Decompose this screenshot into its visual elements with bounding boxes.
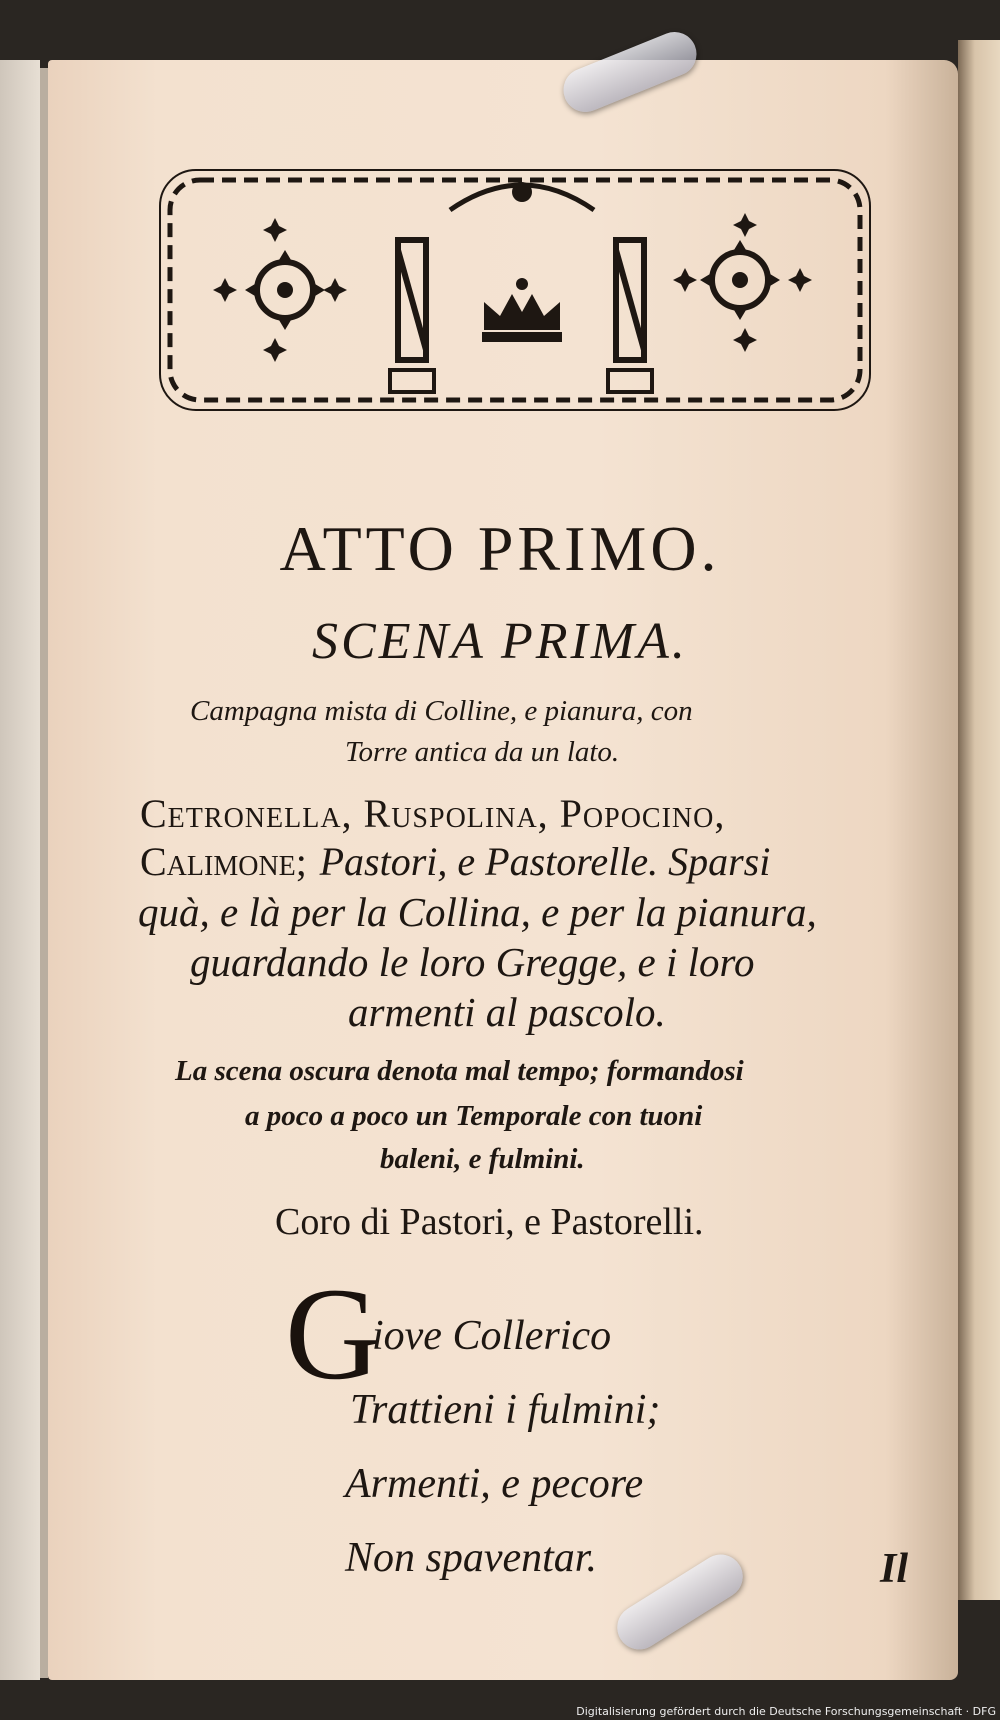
direction-line-1: La scena oscura denota mal tempo; formandosi — [175, 1055, 744, 1087]
character-calimone: Calimone; — [140, 839, 307, 884]
right-page-edge — [958, 40, 1000, 1600]
star-icon — [263, 338, 287, 362]
verse-line-1: iove Collerico — [372, 1313, 612, 1359]
characters-line-3: quà, e là per la Collina, e per la pianura, — [138, 889, 817, 935]
characters-line-2 — [140, 838, 770, 885]
scene-heading: SCENA PRIMA. — [312, 613, 688, 670]
characters-line-2-rest: Pastori, e Pastorelle. Sparsi — [319, 839, 771, 884]
verse-line-4: Non spaventar. — [345, 1535, 597, 1581]
star-icon — [323, 278, 347, 302]
crown-icon — [482, 278, 562, 342]
setting-line-1: Campagna mista di Colline, e pianura, con — [190, 695, 693, 727]
star-icon — [263, 218, 287, 242]
star-icon — [213, 278, 237, 302]
verse-line-3: Armenti, e pecore — [345, 1461, 644, 1507]
floral-border-ornament — [150, 150, 890, 450]
dfg-footer: Digitalisierung gefördert durch die Deutsche Forschungsgemeinschaft · DFG — [576, 1705, 996, 1718]
pillar-right-icon — [608, 240, 652, 392]
direction-line-2: a poco a poco un Temporale con tuoni — [245, 1100, 703, 1132]
rosette-right-icon — [700, 240, 780, 320]
characters-line-4: guardando le loro Gregge, e i loro — [190, 939, 755, 985]
pillar-left-icon — [390, 240, 434, 392]
characters-line-1: Cetronella, Ruspolina, Popocino, — [140, 791, 726, 836]
direction-line-3: baleni, e fulmini. — [380, 1143, 585, 1175]
chorus-label: Coro di Pastori, e Pastorelli. — [275, 1201, 704, 1243]
setting-line-2: Torre antica da un lato. — [345, 736, 620, 768]
verse-line-2: Trattieni i fulmini; — [350, 1387, 661, 1433]
star-icon — [733, 213, 757, 237]
verse-dropcap: G — [285, 1260, 381, 1407]
star-icon — [673, 268, 697, 292]
flourish-top-icon — [450, 182, 594, 210]
star-icon — [733, 328, 757, 352]
rosette-left-icon — [245, 250, 325, 330]
characters-line-5: armenti al pascolo. — [348, 989, 666, 1035]
star-icon — [788, 268, 812, 292]
act-heading: ATTO PRIMO. — [279, 513, 721, 584]
page-gutter — [40, 68, 48, 1678]
catchword: Il — [880, 1546, 909, 1592]
left-page-edge — [0, 60, 40, 1680]
